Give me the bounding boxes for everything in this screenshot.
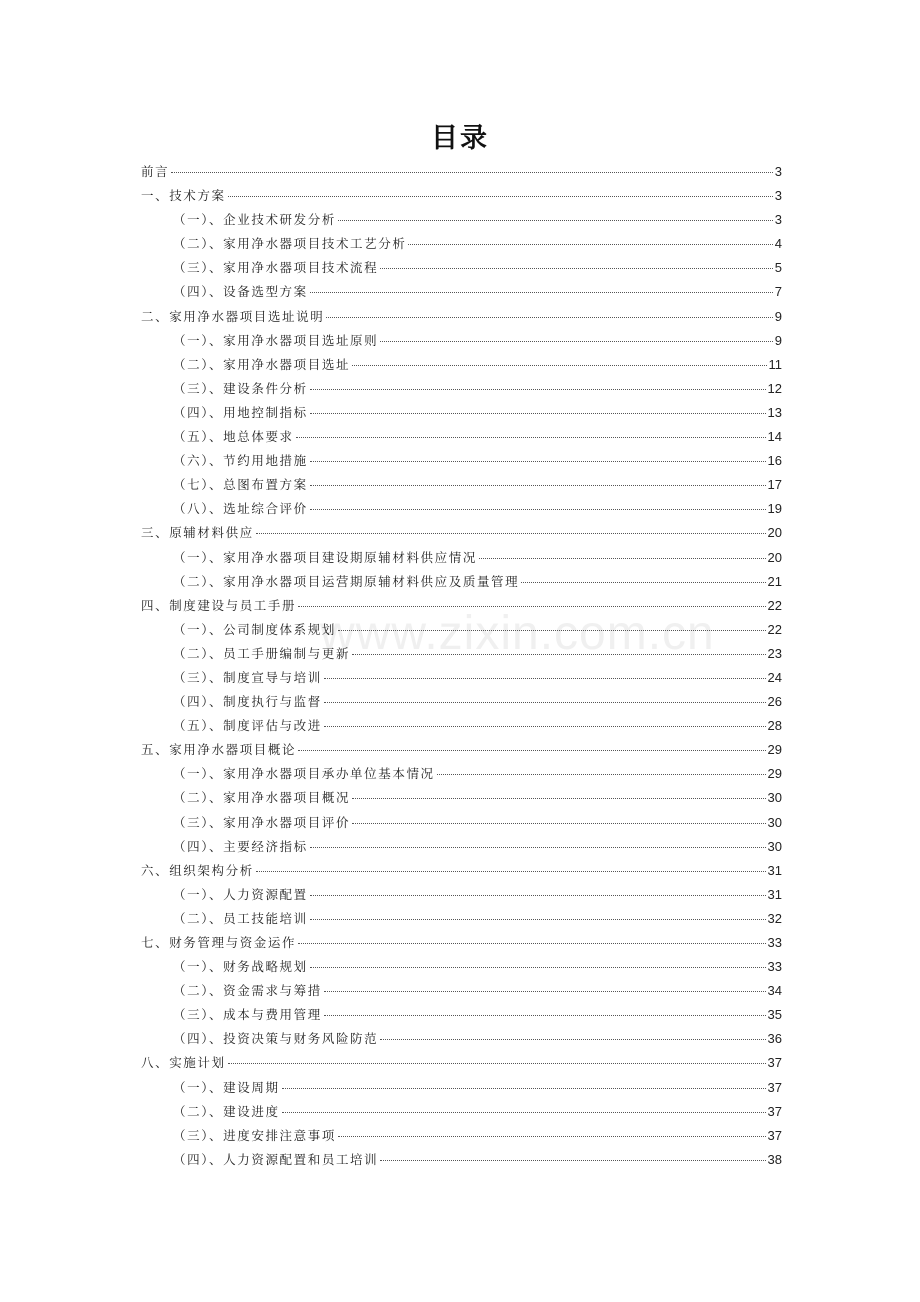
toc-dot-leader xyxy=(298,942,765,944)
toc-entry-label: （二）、家用净水器项目选址 xyxy=(173,356,351,372)
toc-entry[interactable] xyxy=(141,1051,782,1075)
toc-entry-page-number: 21 xyxy=(767,573,782,589)
toc-entry[interactable] xyxy=(141,883,782,907)
toc-dot-leader xyxy=(324,725,766,727)
toc-entry-label: （三）、家用净水器项目技术流程 xyxy=(173,260,379,276)
toc-entry[interactable] xyxy=(141,425,782,449)
toc-entry[interactable] xyxy=(141,449,782,473)
toc-entry-label: （五）、制度评估与改进 xyxy=(173,718,322,734)
toc-entry-label: （四）、制度执行与监督 xyxy=(173,694,322,710)
toc-entry-page-number: 17 xyxy=(767,477,782,493)
toc-entry[interactable] xyxy=(141,594,782,618)
toc-dot-leader xyxy=(326,316,772,318)
toc-entry-label: （二）、员工手册编制与更新 xyxy=(173,645,351,661)
toc-dot-leader xyxy=(282,1087,766,1089)
toc-entry-label: （一）、家用净水器项目承办单位基本情况 xyxy=(173,766,435,782)
toc-entry[interactable] xyxy=(141,738,782,762)
toc-dot-leader xyxy=(380,1159,765,1161)
toc-entry-page-number: 34 xyxy=(767,983,782,999)
toc-entry-page-number: 31 xyxy=(767,862,782,878)
toc-entry-page-number: 9 xyxy=(774,308,782,324)
toc-entry-label: 八、实施计划 xyxy=(141,1055,226,1071)
toc-entry-label: （八）、选址综合评价 xyxy=(173,501,308,517)
toc-entry[interactable] xyxy=(141,208,782,232)
toc-entry[interactable] xyxy=(141,786,782,810)
toc-dot-leader xyxy=(338,219,773,221)
toc-dot-leader xyxy=(256,870,766,872)
toc-entry[interactable] xyxy=(141,521,782,545)
toc-dot-leader xyxy=(310,918,766,920)
toc-entry-label: 一、技术方案 xyxy=(141,188,226,204)
toc-entry-label: （二）、资金需求与筹措 xyxy=(173,983,322,999)
toc-entry-label: 七、财务管理与资金运作 xyxy=(141,935,297,950)
toc-entry-label: （四）、投资决策与财务风险防范 xyxy=(173,1031,379,1047)
toc-entry-page-number: 13 xyxy=(767,404,782,420)
toc-dot-leader xyxy=(310,291,773,293)
toc-entry[interactable] xyxy=(141,377,782,401)
toc-entry-page-number: 14 xyxy=(767,429,782,445)
toc-dot-leader xyxy=(338,629,766,631)
toc-dot-leader xyxy=(352,653,765,655)
toc-entry-label: 五、家用净水器项目概论 xyxy=(141,742,297,758)
toc-entry[interactable] xyxy=(141,401,782,425)
toc-entry-page-number: 33 xyxy=(767,959,782,975)
toc-entry[interactable] xyxy=(141,232,782,256)
page-title: 目录 xyxy=(431,123,489,154)
toc-dot-leader xyxy=(310,460,766,462)
toc-entry[interactable] xyxy=(141,1003,782,1027)
toc-dot-leader xyxy=(310,508,766,510)
toc-entry-page-number: 11 xyxy=(768,356,782,372)
toc-entry-page-number: 24 xyxy=(767,669,782,685)
toc-entry-page-number: 4 xyxy=(774,236,782,252)
table-of-contents xyxy=(141,160,782,1172)
toc-dot-leader xyxy=(324,990,766,992)
toc-entry-label: （三）、制度宣导与培训 xyxy=(173,669,322,685)
toc-dot-leader xyxy=(228,195,773,197)
toc-entry[interactable] xyxy=(141,714,782,738)
toc-entry[interactable] xyxy=(141,618,782,642)
toc-entry-page-number: 5 xyxy=(774,260,782,276)
toc-dot-leader xyxy=(324,1014,766,1016)
toc-entry-page-number: 3 xyxy=(774,188,782,204)
toc-entry-label: （一）、企业技术研发分析 xyxy=(173,212,336,228)
toc-entry-page-number: 16 xyxy=(767,453,782,469)
toc-entry-label: （三）、建设条件分析 xyxy=(173,380,308,396)
toc-dot-leader xyxy=(228,1062,766,1064)
toc-entry-label: 三、原辅材料供应 xyxy=(141,525,254,541)
toc-entry[interactable] xyxy=(141,762,782,786)
toc-entry-page-number: 22 xyxy=(767,597,782,613)
toc-entry[interactable] xyxy=(141,1076,782,1100)
toc-dot-leader xyxy=(298,605,765,607)
toc-dot-leader xyxy=(171,171,773,173)
toc-dot-leader xyxy=(324,677,766,679)
toc-entry-page-number: 20 xyxy=(767,549,782,565)
toc-entry-page-number: 31 xyxy=(767,886,782,902)
toc-entry-label: （四）、设备选型方案 xyxy=(173,284,308,300)
toc-entry-page-number: 30 xyxy=(767,838,782,854)
toc-entry[interactable] xyxy=(141,979,782,1003)
toc-dot-leader xyxy=(310,388,766,390)
toc-entry-label: （二）、员工技能培训 xyxy=(173,910,308,926)
toc-entry-page-number: 22 xyxy=(767,621,782,637)
toc-dot-leader xyxy=(310,412,766,414)
toc-dot-leader xyxy=(298,749,765,751)
toc-entry[interactable] xyxy=(141,1148,782,1172)
toc-entry-page-number: 26 xyxy=(767,694,782,710)
toc-entry-page-number: 30 xyxy=(767,814,782,830)
toc-entry-label: （一）、人力资源配置 xyxy=(173,886,308,902)
toc-dot-leader xyxy=(479,557,766,559)
toc-entry-label: （一）、公司制度体系规划 xyxy=(173,621,336,637)
toc-entry-page-number: 23 xyxy=(767,645,782,661)
toc-entry[interactable] xyxy=(141,473,782,497)
toc-dot-leader xyxy=(282,1111,766,1113)
toc-dot-leader xyxy=(310,484,766,486)
toc-entry-label: （四）、人力资源配置和员工培训 xyxy=(173,1151,379,1167)
toc-entry-page-number: 37 xyxy=(767,1103,782,1119)
toc-entry-label: （七）、总图布置方案 xyxy=(173,477,308,493)
toc-entry-page-number: 29 xyxy=(767,766,782,782)
toc-entry-label: （三）、家用净水器项目评价 xyxy=(173,814,351,830)
toc-entry[interactable] xyxy=(141,1124,782,1148)
toc-entry-page-number: 37 xyxy=(767,1055,782,1071)
toc-entry[interactable] xyxy=(141,931,782,955)
toc-entry[interactable] xyxy=(141,666,782,690)
toc-entry[interactable] xyxy=(141,280,782,304)
toc-entry-label: 二、家用净水器项目选址说明 xyxy=(141,308,325,324)
toc-entry-page-number: 9 xyxy=(774,332,782,348)
toc-entry-label: （四）、主要经济指标 xyxy=(173,838,308,854)
toc-entry[interactable] xyxy=(141,811,782,835)
toc-entry-label: （二）、家用净水器项目技术工艺分析 xyxy=(173,236,407,252)
toc-dot-leader xyxy=(521,581,765,583)
toc-entry-label: 四、制度建设与员工手册 xyxy=(141,597,297,613)
toc-entry-label: （四）、用地控制指标 xyxy=(173,404,308,420)
toc-dot-leader xyxy=(296,436,766,438)
toc-entry-page-number: 33 xyxy=(767,935,782,950)
toc-dot-leader xyxy=(310,966,766,968)
toc-entry[interactable] xyxy=(141,859,782,883)
toc-entry-page-number: 36 xyxy=(767,1031,782,1047)
toc-dot-leader xyxy=(352,364,766,366)
toc-entry-label: （一）、财务战略规划 xyxy=(173,959,308,975)
toc-dot-leader xyxy=(352,822,765,824)
toc-entry[interactable] xyxy=(141,835,782,859)
toc-entry[interactable] xyxy=(141,546,782,570)
toc-entry[interactable] xyxy=(141,955,782,979)
toc-entry-page-number: 3 xyxy=(774,164,782,179)
toc-dot-leader xyxy=(352,797,765,799)
toc-entry[interactable] xyxy=(141,184,782,208)
toc-dot-leader xyxy=(380,340,773,342)
toc-entry[interactable] xyxy=(141,907,782,931)
toc-entry[interactable] xyxy=(141,642,782,666)
toc-entry-label: （一）、家用净水器项目选址原则 xyxy=(173,332,379,348)
toc-entry-page-number: 19 xyxy=(767,501,782,517)
toc-entry[interactable] xyxy=(141,160,782,184)
toc-entry-label: （三）、进度安排注意事项 xyxy=(173,1127,336,1143)
watermark: www.zixin.com.cn xyxy=(320,607,715,660)
toc-entry[interactable] xyxy=(141,1027,782,1051)
toc-entry[interactable] xyxy=(141,570,782,594)
toc-entry-page-number: 29 xyxy=(767,742,782,758)
toc-dot-leader xyxy=(338,1135,766,1137)
toc-entry[interactable] xyxy=(141,329,782,353)
toc-dot-leader xyxy=(310,894,766,896)
toc-entry-label: （六）、节约用地措施 xyxy=(173,453,308,469)
toc-dot-leader xyxy=(380,267,773,269)
toc-entry-page-number: 37 xyxy=(767,1079,782,1095)
toc-entry-label: （一）、家用净水器项目建设期原辅材料供应情况 xyxy=(173,549,477,565)
toc-entry-page-number: 38 xyxy=(767,1151,782,1167)
toc-entry[interactable] xyxy=(141,690,782,714)
toc-entry[interactable] xyxy=(141,1100,782,1124)
toc-entry-page-number: 12 xyxy=(767,380,782,396)
toc-entry[interactable] xyxy=(141,353,782,377)
toc-entry-label: 前言 xyxy=(141,164,170,179)
toc-entry-page-number: 3 xyxy=(774,212,782,228)
toc-entry[interactable] xyxy=(141,256,782,280)
toc-entry-page-number: 35 xyxy=(767,1007,782,1023)
toc-entry-label: （三）、成本与费用管理 xyxy=(173,1007,322,1023)
toc-entry-label: （二）、建设进度 xyxy=(173,1103,280,1119)
toc-dot-leader xyxy=(380,1038,765,1040)
toc-dot-leader xyxy=(437,773,766,775)
toc-entry-page-number: 32 xyxy=(767,910,782,926)
toc-entry-label: 六、组织架构分析 xyxy=(141,862,254,878)
toc-entry-page-number: 7 xyxy=(774,284,782,300)
toc-entry-label: （五）、地总体要求 xyxy=(173,429,294,445)
toc-entry-label: （二）、家用净水器项目概况 xyxy=(173,790,351,806)
toc-entry-label: （二）、家用净水器项目运营期原辅材料供应及质量管理 xyxy=(173,573,520,589)
toc-dot-leader xyxy=(324,701,766,703)
toc-dot-leader xyxy=(256,532,766,534)
toc-entry-label: （一）、建设周期 xyxy=(173,1079,280,1095)
toc-entry-page-number: 28 xyxy=(767,718,782,734)
toc-entry[interactable] xyxy=(141,305,782,329)
toc-entry[interactable] xyxy=(141,497,782,521)
toc-entry-page-number: 37 xyxy=(767,1127,782,1143)
toc-dot-leader xyxy=(408,243,772,245)
toc-entry-page-number: 30 xyxy=(767,790,782,806)
toc-entry-page-number: 20 xyxy=(767,525,782,541)
toc-dot-leader xyxy=(310,846,766,848)
